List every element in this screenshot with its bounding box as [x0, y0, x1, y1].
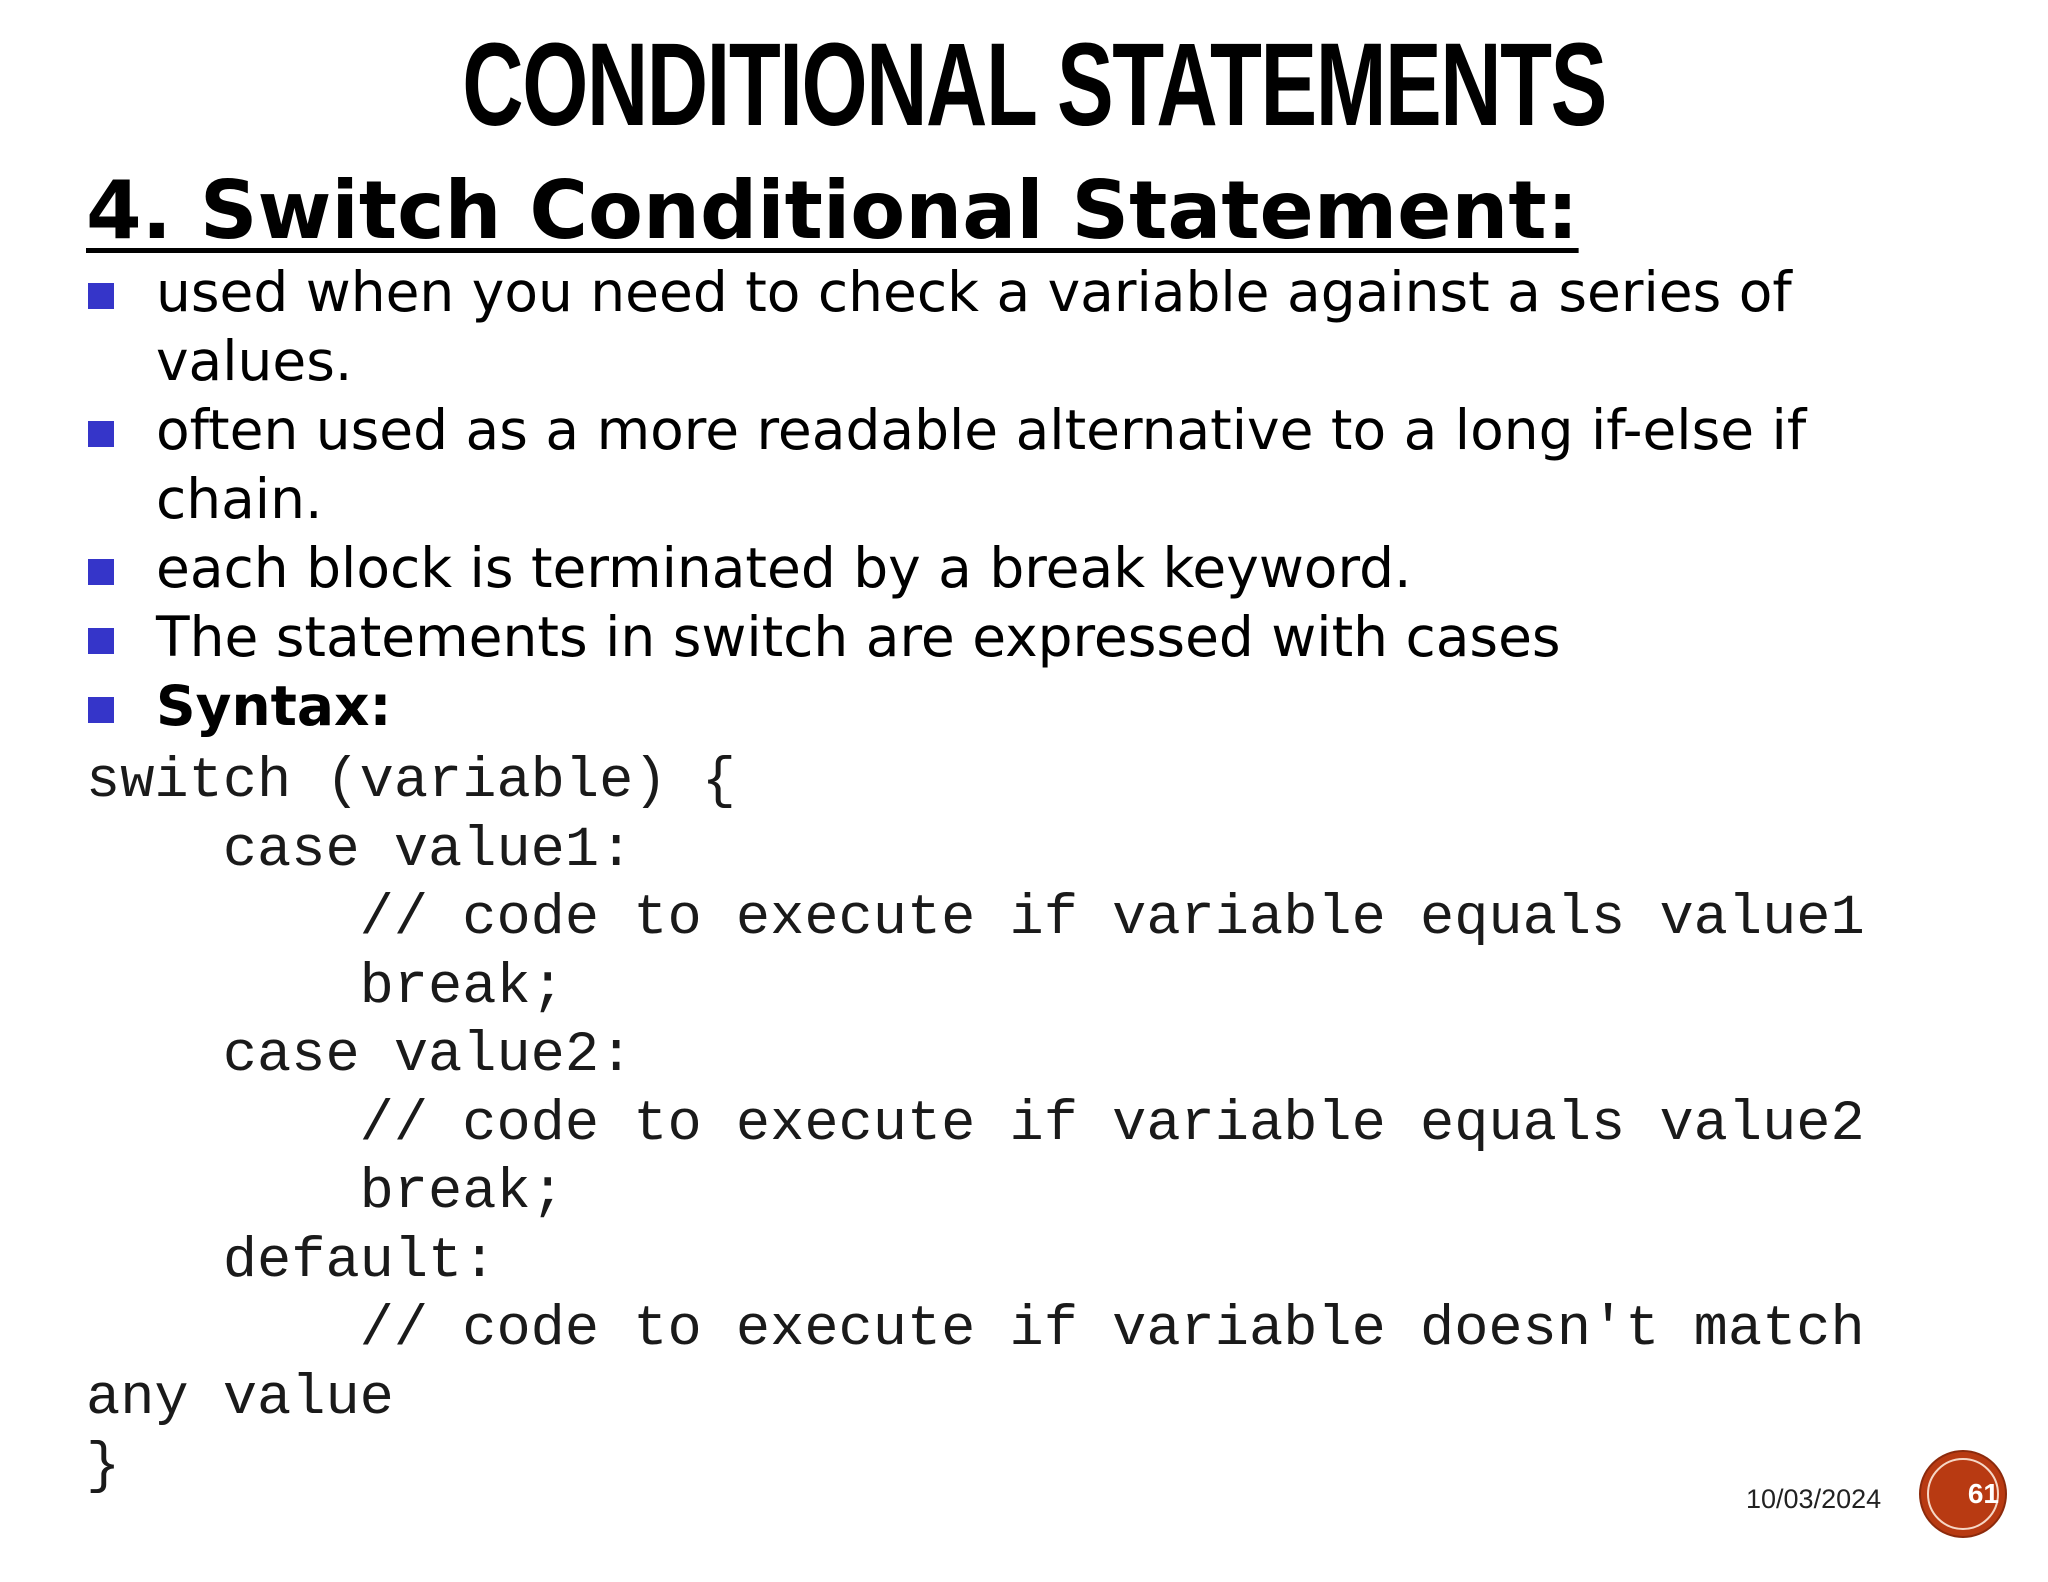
bullet-line: often used as a more readable alternative to a long if-else if — [156, 398, 1807, 462]
code-line: break; — [86, 1161, 565, 1225]
code-line: default: — [86, 1229, 497, 1294]
bullet-line: Syntax: — [156, 674, 392, 738]
bullet-line: values. — [156, 329, 353, 393]
bullet-line: The statements in switch are expressed with cases — [156, 605, 1561, 669]
square-bullet-icon — [88, 421, 114, 447]
bullet-line: each block is terminated by a break keyword. — [156, 536, 1412, 600]
bullet-line: used when you need to check a variable against a series of — [156, 260, 1792, 324]
bullet-item — [86, 258, 1986, 396]
code-line: } — [86, 1435, 121, 1499]
page-number: 61 — [1967, 1478, 1999, 1509]
code-line: any value — [86, 1366, 394, 1431]
code-line: case value2: — [86, 1024, 634, 1088]
square-bullet-icon — [88, 697, 114, 723]
code-block — [86, 748, 1865, 1502]
bullet-list — [86, 258, 1986, 741]
bullet-item — [86, 603, 1986, 672]
bullet-item — [86, 534, 1986, 603]
square-bullet-icon — [88, 283, 114, 309]
page-number-badge — [1919, 1450, 2007, 1538]
code-line: case value1: — [86, 818, 634, 883]
code-line: switch (variable) { — [86, 750, 736, 814]
square-bullet-icon — [88, 628, 114, 654]
section-heading: 4. Switch Conditional Statement: — [86, 164, 1579, 257]
bullet-item-syntax — [86, 672, 1986, 741]
slide-date: 10/03/2024 — [1746, 1484, 1882, 1514]
code-line: break; — [86, 955, 565, 1020]
bullet-line: chain. — [156, 467, 323, 531]
code-line: // code to execute if variable equals value2 — [86, 1092, 1865, 1157]
slide-title: CONDITIONAL STATEMENTS — [462, 19, 1606, 151]
code-line: // code to execute if variable equals value1 — [86, 887, 1865, 951]
code-line: // code to execute if variable doesn't match — [86, 1298, 1865, 1362]
bullet-item — [86, 396, 1986, 534]
square-bullet-icon — [88, 559, 114, 585]
